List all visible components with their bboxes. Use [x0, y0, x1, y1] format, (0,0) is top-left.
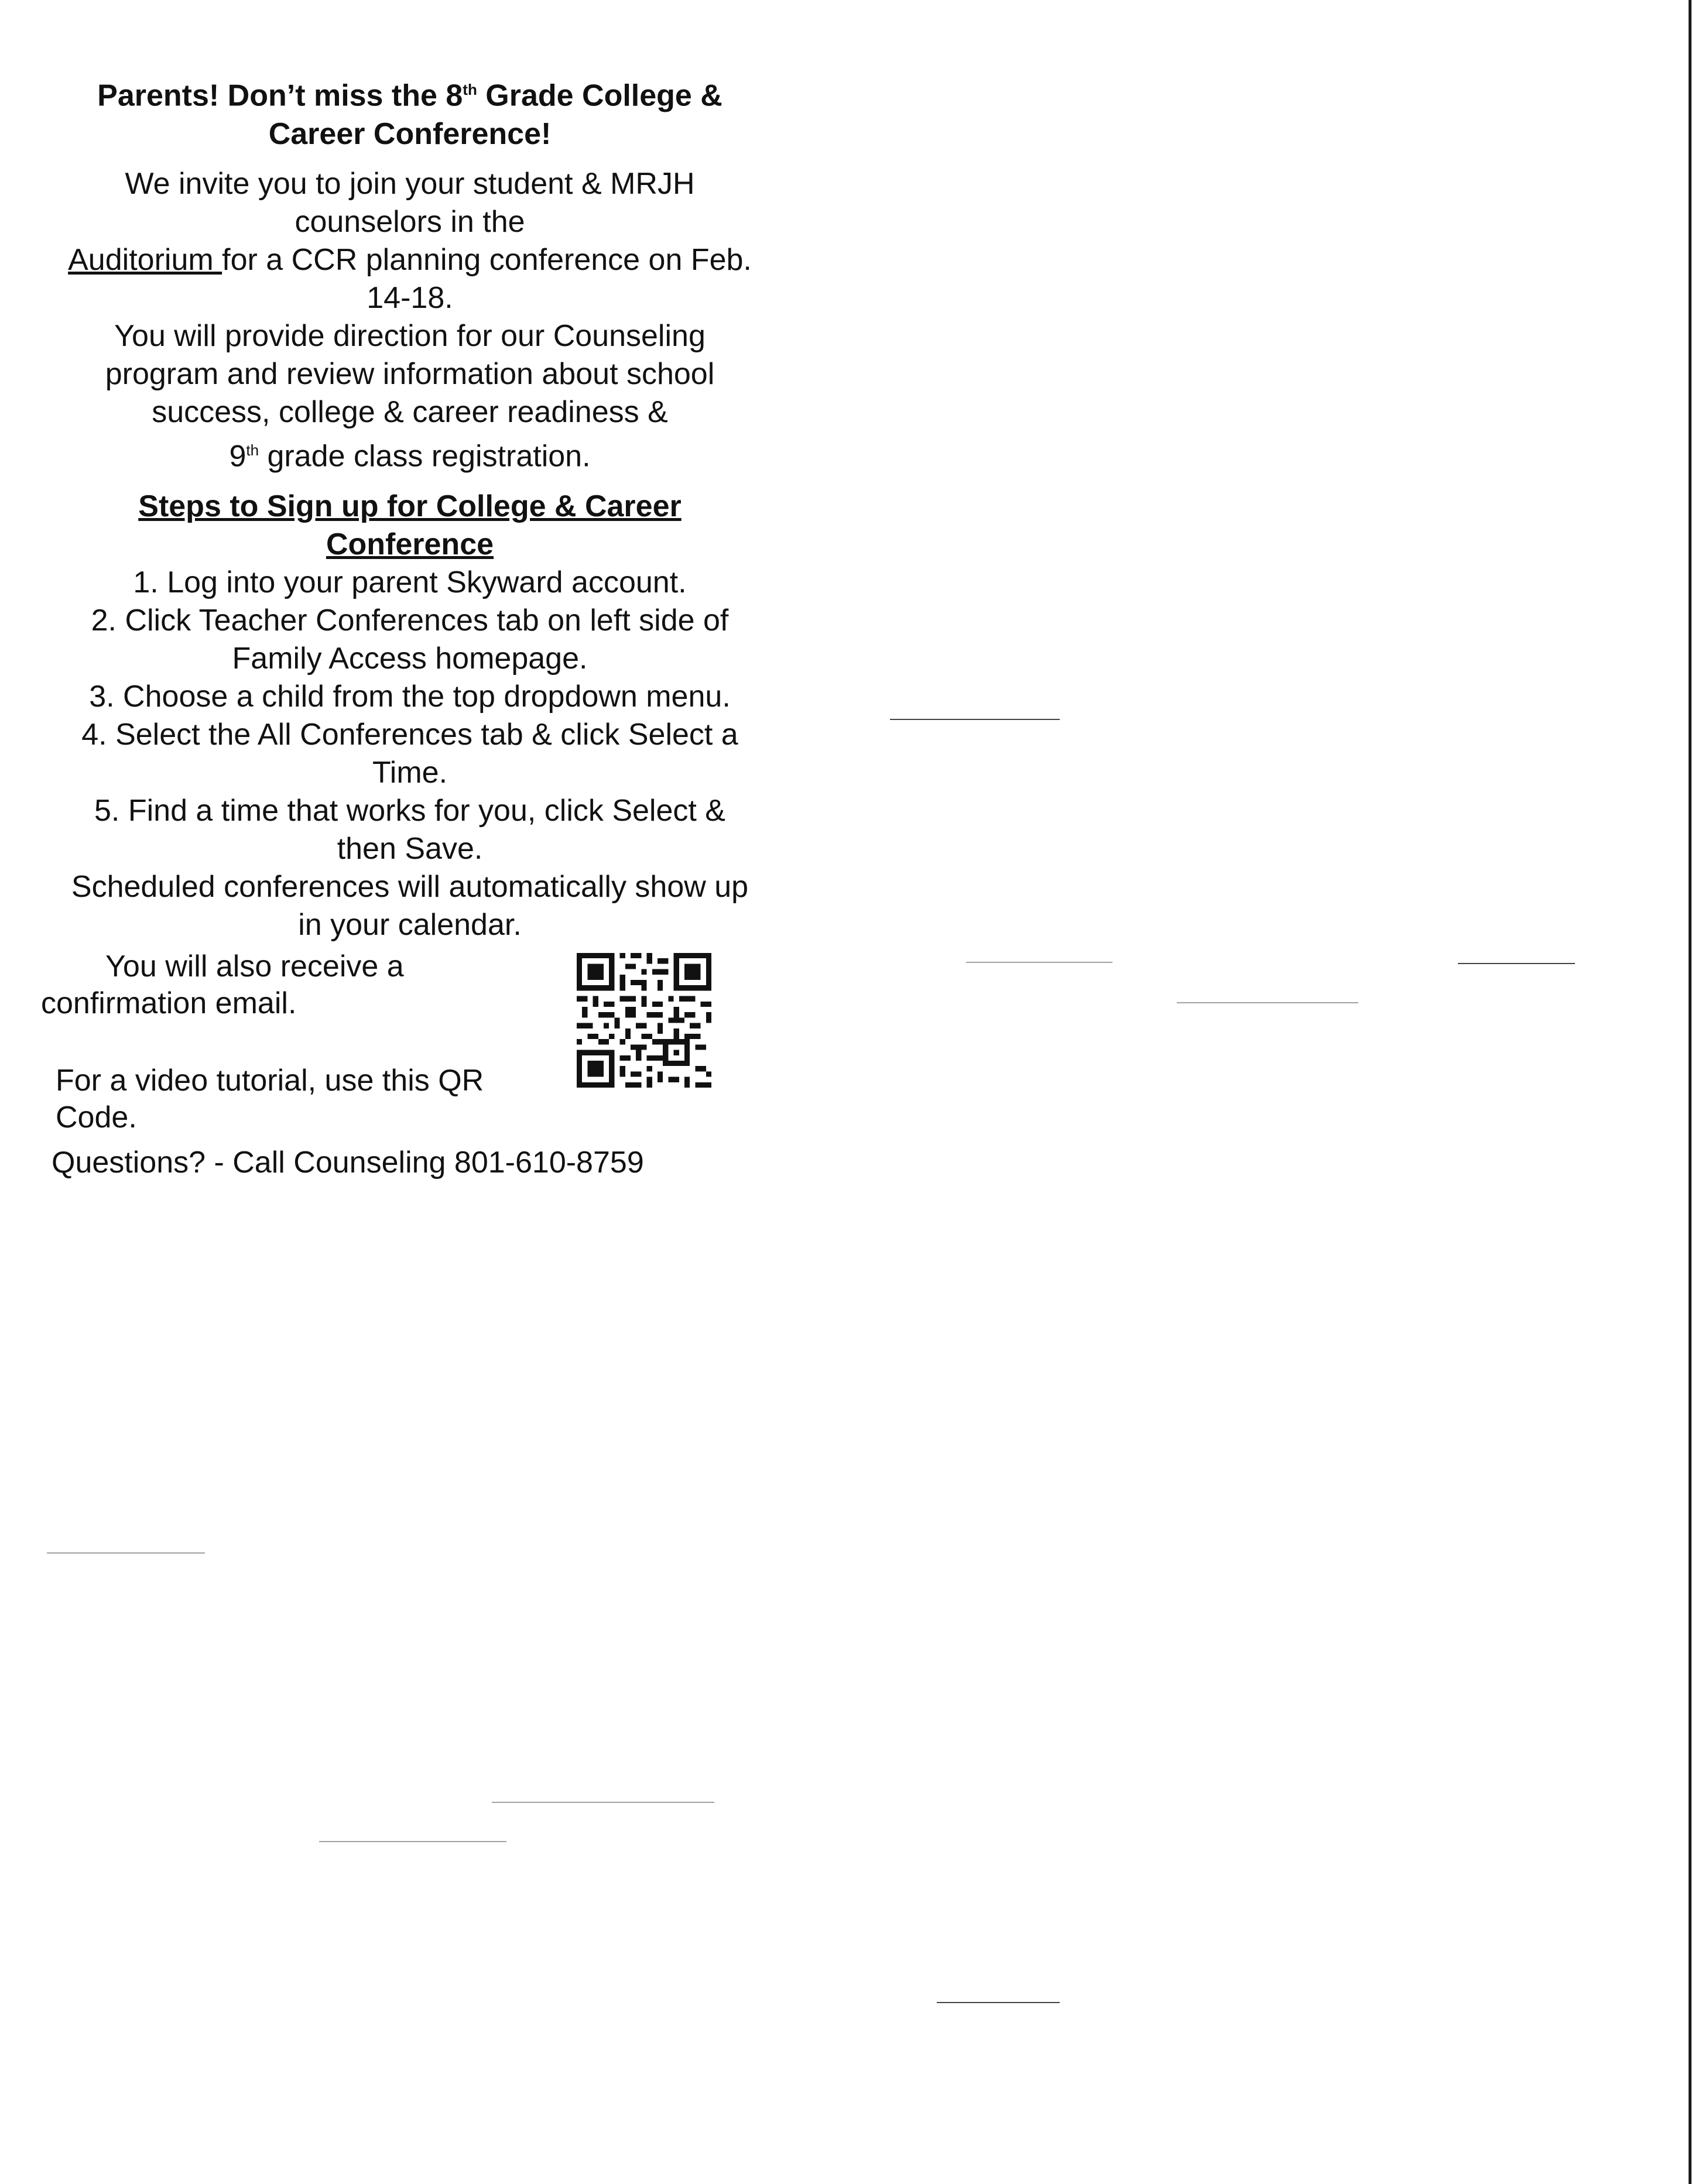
- video-line1: For a video tutorial, use this QR: [56, 1064, 484, 1098]
- step-line: Time.: [372, 755, 448, 790]
- step-line: Scheduled conferences will automatically show up: [71, 869, 749, 904]
- invite-line8-prefix: 9: [229, 439, 246, 474]
- scan-artifact-line: [47, 1552, 205, 1554]
- invite-line3: for a CCR planning conference on Feb.: [222, 243, 752, 277]
- invite-line5: You will provide direction for our Counseling: [114, 319, 706, 354]
- invite-line6: program and review information about school: [105, 357, 715, 392]
- invite-ordinal: th: [246, 441, 259, 460]
- scan-artifact-line: [890, 719, 1060, 720]
- headline-line2: Career Conference!: [268, 117, 552, 152]
- step-line: 3. Choose a child from the top dropdown menu.: [89, 679, 731, 714]
- headline: [29, 70, 790, 153]
- step-line: then Save.: [337, 831, 483, 866]
- headline-ordinal: th: [463, 81, 477, 98]
- video-line2: Code.: [56, 1100, 137, 1134]
- confirmation-note: [41, 948, 404, 1022]
- invite-line2: counselors in the: [295, 205, 525, 239]
- confirmation-line1: You will also receive a: [105, 949, 404, 983]
- qr-code[interactable]: [577, 953, 711, 1088]
- step-line: Family Access homepage.: [232, 641, 588, 676]
- steps-list: [29, 564, 790, 944]
- step-line: 2. Click Teacher Conferences tab on left side of: [91, 603, 729, 637]
- step-line: in your calendar.: [298, 907, 522, 942]
- video-note: [56, 1062, 484, 1136]
- questions-line: Questions? - Call Counseling 801-610-8759: [52, 1146, 644, 1180]
- scan-artifact-line: [319, 1841, 506, 1842]
- step-line: 1. Log into your parent Skyward account.: [133, 565, 687, 599]
- flyer-content: [29, 70, 790, 944]
- confirmation-line2: confirmation email.: [41, 986, 297, 1020]
- scan-artifact-line: [937, 2002, 1060, 2003]
- headline-line1-prefix: Parents! Don’t miss the 8: [97, 78, 463, 113]
- invite-line1: We invite you to join your student & MRJH: [125, 167, 695, 201]
- scan-artifact-line: [1177, 1002, 1358, 1003]
- invite-paragraph: [29, 165, 790, 475]
- steps-heading: [29, 488, 790, 564]
- scan-artifact-line: [1458, 963, 1575, 964]
- headline-line1-suffix: Grade College &: [477, 78, 722, 113]
- step-line: 5. Find a time that works for you, click Select &: [94, 793, 725, 828]
- invite-line8-suffix: grade class registration.: [259, 439, 591, 474]
- invite-line7: success, college & career readiness &: [152, 395, 668, 430]
- scan-artifact-line: [492, 1802, 714, 1803]
- scan-artifact-line: [966, 962, 1112, 963]
- steps-heading-line1: Steps to Sign up for College & Career: [138, 489, 682, 523]
- page-edge: [1689, 0, 1691, 2184]
- invite-dates: 14-18.: [367, 281, 453, 316]
- steps-heading-line2: Conference: [326, 527, 494, 561]
- step-line: 4. Select the All Conferences tab & click Select a: [81, 717, 738, 752]
- invite-location: Auditorium: [68, 243, 222, 277]
